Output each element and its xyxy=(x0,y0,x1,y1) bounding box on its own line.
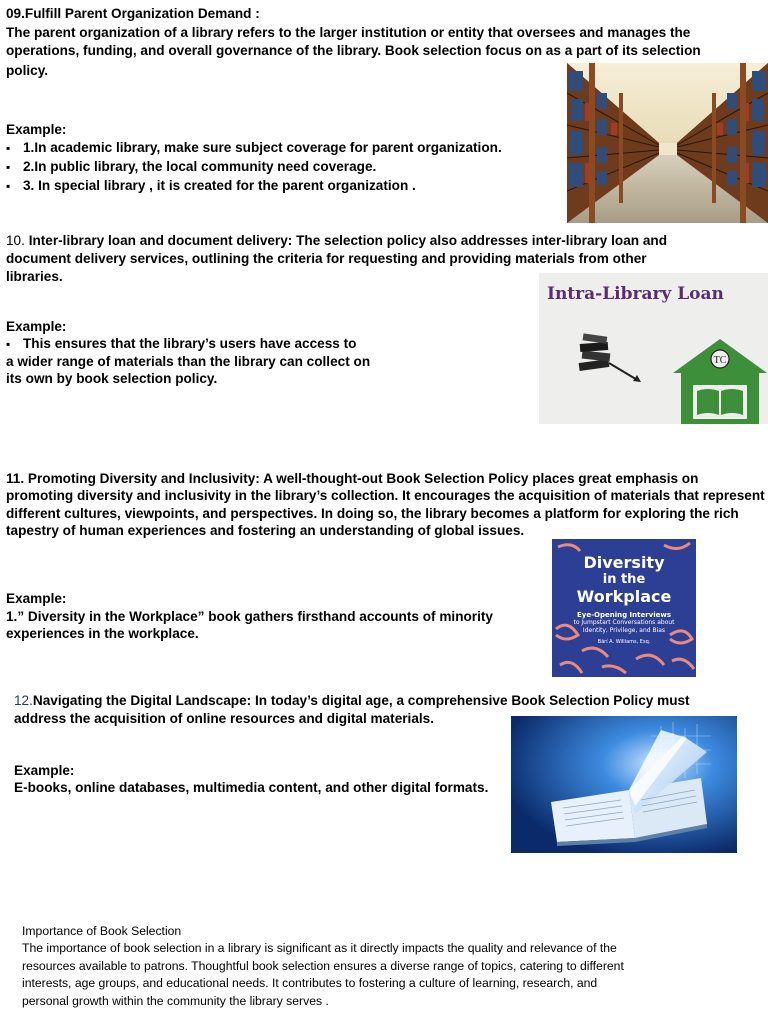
intra-library-loan-title: Intra-Library Loan xyxy=(547,284,724,304)
section-09-bullet-2 xyxy=(6,158,376,176)
section-11-line-1: 11. Promoting Diversity and Inclusivity: A well-thought-out Book Selection Policy places great emphasis on xyxy=(6,471,699,486)
section-10-line-3: libraries. xyxy=(6,269,63,284)
section-09-bullet-1 xyxy=(6,139,502,157)
importance-title: Importance of Book Selection xyxy=(22,924,182,938)
books-and-library-icon xyxy=(539,273,768,424)
section-10-line-2: document delivery services, outlining the criteria for requesting and providing materials from other xyxy=(6,251,647,266)
book-subtitle: Eye-Opening Interviews xyxy=(577,611,671,619)
section-09-body-line-1: The parent organization of a library refers to the larger institution or entity that oversees and manages the xyxy=(6,25,691,40)
importance-line-4: personal growth within the community the library serves . xyxy=(22,993,329,1008)
book-author: Bärí A. Williams, Esq. xyxy=(597,639,651,645)
section-12-line-1 xyxy=(14,692,690,710)
section-10-number: 10. xyxy=(6,233,29,248)
section-11-line-3: different cultures, viewpoints, and perspectives. In doing so, the library becomes a platform for exploring the rich xyxy=(6,506,739,521)
section-10-example-line-2: a wider range of materials than the library can collect on xyxy=(6,354,371,369)
bullet-text: 1.In academic library, make sure subject coverage for parent organization. xyxy=(23,140,502,155)
book-tagline-1: to Jumpstart Conversations about xyxy=(573,619,675,626)
importance-line-2: resources available to patrons. Thoughtful book selection ensures a diverse range of topics, catering to different xyxy=(22,958,624,973)
bullet-text: 2.In public library, the local community need coverage. xyxy=(23,159,377,174)
intra-library-loan-image xyxy=(539,273,768,424)
section-09-heading: 09.Fulfill Parent Organization Demand : xyxy=(6,6,260,21)
section-11-example-line-1: 1.” Diversity in the Workplace” book gathers firsthand accounts of minority xyxy=(6,609,493,624)
book-tagline-2: Identity, Privilege, and Bias xyxy=(582,627,666,634)
section-10-example-line-3: its own by book selection policy. xyxy=(6,371,218,386)
section-12-example-text: E-books, online databases, multimedia content, and other digital formats. xyxy=(14,780,489,795)
section-12-line-2: address the acquisition of online resources and digital materials. xyxy=(14,711,435,726)
section-12-number: 12. xyxy=(14,693,33,708)
bullet-text: This ensures that the library’s users have access to xyxy=(23,336,357,351)
library-stacks-image xyxy=(567,63,768,223)
section-11-example-line-2: experiences in the workplace. xyxy=(6,626,199,641)
section-10-example-line-1 xyxy=(6,335,356,353)
svg-text:TC: TC xyxy=(713,355,727,366)
section-11-line-4: tapestry of human experiences and fostering an understanding of global issues. xyxy=(6,523,525,538)
book-title-line-3: Workplace xyxy=(576,587,672,606)
importance-line-1: The importance of book selection in a library is significant as it directly impacts the quality and relevance of the xyxy=(22,941,617,956)
section-12-example-label: Example: xyxy=(14,763,75,778)
section-10-line-1-text: Inter-library loan and document delivery: The selection policy also addresses inter-library loan and xyxy=(28,233,668,248)
section-09-body-line-3: policy. xyxy=(6,63,49,78)
bullet-text: 3. In special library , it is created for the parent organization . xyxy=(23,178,416,193)
section-09-example-label: Example: xyxy=(6,122,67,137)
section-09-bullet-3 xyxy=(6,177,416,195)
digital-book-image xyxy=(511,716,737,853)
book-title-line-1: Diversity xyxy=(583,553,665,572)
section-11-example-label: Example: xyxy=(6,591,67,606)
section-09-body-line-2: operations, funding, and overall governance of the library. Book selection focus on as a part of its selection xyxy=(6,43,701,58)
diversity-book-cover xyxy=(552,539,696,677)
importance-section xyxy=(22,923,722,1010)
section-11-line-2: promoting diversity and inclusivity in the library’s collection. It encourages the acquisition of materials that represent xyxy=(6,488,765,503)
section-10-example-label: Example: xyxy=(6,319,67,334)
section-12-line-1-text: Navigating the Digital Landscape: In today’s digital age, a comprehensive Book Selection Policy must xyxy=(32,693,690,708)
section-10-line-1 xyxy=(6,232,667,250)
importance-line-3: interests, age groups, and educational needs. It contributes to fostering a culture of learning, research, and xyxy=(22,976,598,991)
book-title-line-2: in the xyxy=(602,572,646,587)
